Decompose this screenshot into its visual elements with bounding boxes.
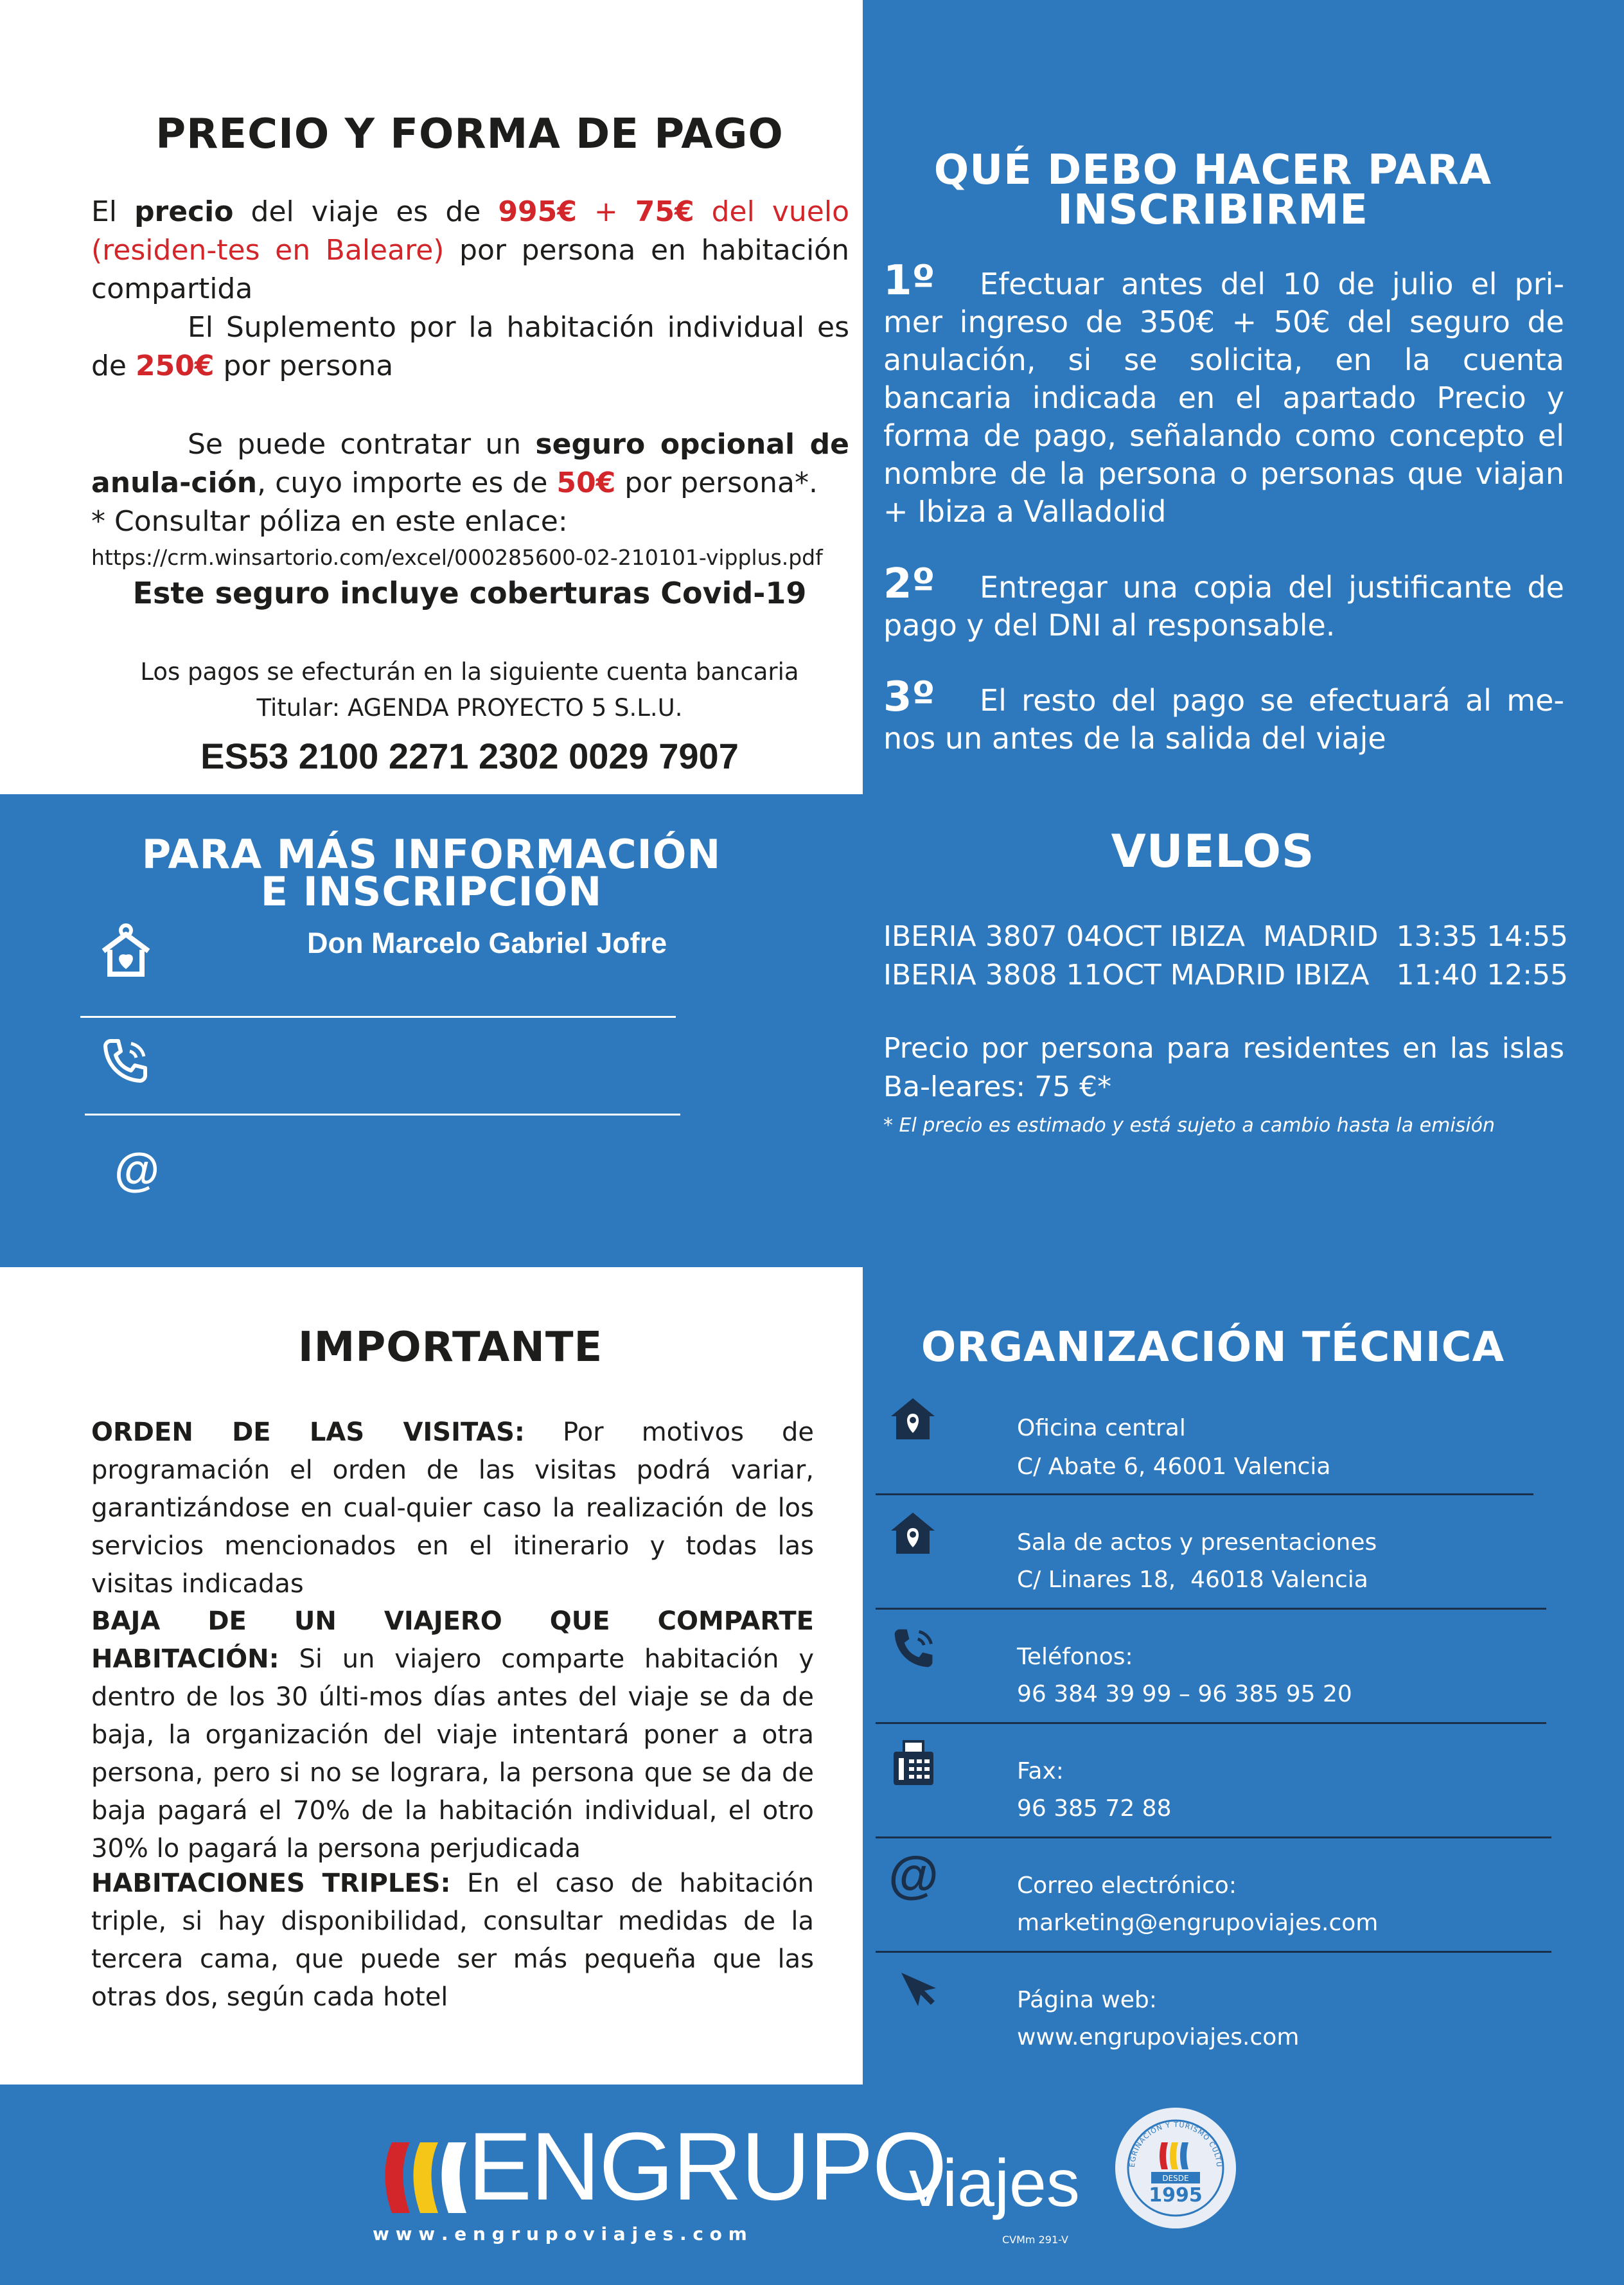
phone-icon[interactable]: [891, 1624, 937, 1671]
precio-title: PRECIO Y FORMA DE PAGO: [155, 111, 784, 158]
precio-paragraph-3: Se puede contratar un seguro opcional de anula-ción, cuyo importe es de 50€ por persona*.: [91, 428, 849, 499]
inscribir-panel: [863, 0, 1624, 794]
org-row-2-value: 96 384 39 99 – 96 385 95 20: [1017, 1681, 1352, 1707]
location-home-icon: [888, 1509, 937, 1558]
vuelos-title: VUELOS: [1111, 825, 1315, 878]
phone-icon[interactable]: [102, 1036, 150, 1085]
brand-web[interactable]: w w w . e n g r u p o v i a j e s . c o m: [373, 2223, 747, 2245]
brand-stripes-logo: [373, 2123, 469, 2219]
location-home-icon: [888, 1394, 937, 1443]
step-2-text: Entregar una copia del justificante de pago y del DNI al responsable.: [883, 570, 1564, 643]
brand-viajes: viajes: [909, 2146, 1080, 2221]
org-row-0-value: C/ Abate 6, 46001 Valencia: [1017, 1454, 1331, 1480]
step-3-text: El resto del pago se efectuará al me-nos un antes de la salida del viaje: [883, 683, 1564, 756]
info-divider-1: [80, 1016, 676, 1018]
org-row-5-value[interactable]: www.engrupoviajes.com: [1017, 2024, 1300, 2050]
info-panel: [0, 794, 863, 1267]
org-row-5-label: Página web:: [1017, 1987, 1157, 2013]
seal-ring-text: EGRINACIÓN Y TURISMO CULTU: [1127, 2120, 1224, 2168]
org-row-4-value[interactable]: marketing@engrupoviajes.com: [1017, 1910, 1379, 1936]
seal-since: DESDE: [1162, 2174, 1189, 2183]
precio-paragraph-1: El precio del viaje es de 995€ + 75€ del vuelo (residen-tes en Baleare) por persona en habitación compartida: [91, 195, 850, 305]
org-divider-3: [876, 1836, 1551, 1838]
footer: [0, 2085, 1624, 2285]
pagos-text: Los pagos se efecturán en la siguiente cuenta bancaria: [140, 658, 799, 686]
info-title-2: E INSCRIPCIÓN: [260, 868, 603, 915]
since-1995-seal: [1113, 2105, 1239, 2231]
info-divider-2: [85, 1114, 680, 1116]
poliza-link[interactable]: https://crm.winsartorio.com/excel/000285600-02-210101-vipplus.pdf: [91, 545, 823, 570]
fax-icon: [892, 1738, 935, 1786]
step-1: [883, 257, 1564, 531]
iban-text: ES53 2100 2271 2302 0029 7907: [200, 736, 739, 776]
step-2: [883, 560, 1564, 645]
vuelos-precio: Precio por persona para residentes en las islas Ba-leares: 75 €*: [883, 1032, 1564, 1103]
at-icon[interactable]: @: [888, 1846, 939, 1903]
step-3-number: 3º: [883, 673, 935, 721]
importante-title: IMPORTANTE: [297, 1324, 603, 1371]
org-row-3-label: Fax:: [1017, 1758, 1064, 1784]
home-icon: [100, 923, 152, 978]
importante-item-2: BAJA DE UN VIAJERO QUE COMPARTE HABITACIÓN: Si un viajero comparte habitación y dentro de los 30 últi-mos días antes del viaje se da de baja, la organización del viaje intentará poner a otra persona, pero si no se lograra, la persona que se da de baja pagará el 70% de la habitación individual, el otro 30% lo pagará la persona perjudicada: [91, 1606, 814, 1863]
cursor-icon: [899, 1970, 939, 2010]
seal-year: 1995: [1149, 2184, 1203, 2207]
info-title-1: PARA MÁS INFORMACIÓN: [141, 831, 721, 878]
importante-item-1: ORDEN DE LAS VISITAS: Por motivos de programación el orden de las visitas podrá variar, garantizándose en cual-quier caso la realización de los servicios mencionados en el itinerario y todas las visitas indicadas: [91, 1418, 815, 1599]
step-1-text: Efectuar antes del 10 de julio el pri-mer ingreso de 350€ + 50€ del seguro de anulación, si se solicita, en la cuenta bancaria indicada en el apartado Precio y forma de pago, señalando como concepto el nombre de la persona o personas que viajan + Ibiza a Valladolid: [883, 267, 1564, 529]
org-row-4-label: Correo electrónico:: [1017, 1872, 1237, 1899]
org-divider-0: [876, 1493, 1533, 1495]
org-row-1-value: C/ Linares 18, 46018 Valencia: [1017, 1567, 1368, 1593]
org-row-2-label: Teléfonos:: [1017, 1644, 1133, 1670]
titular-text: Titular: AGENDA PROYECTO 5 S.L.U.: [256, 694, 683, 722]
flight-row-1: IBERIA 3807 04OCT IBIZA MADRID 13:35 14:55: [883, 920, 1569, 953]
org-row-1-label: Sala de actos y presentaciones: [1017, 1529, 1377, 1556]
brand-license: CVMm 291-V: [1002, 2234, 1068, 2246]
org-divider-2: [876, 1722, 1546, 1724]
contact-name: Don Marcelo Gabriel Jofre: [307, 927, 667, 959]
org-row-3-value: 96 385 72 88: [1017, 1795, 1172, 1822]
covid-note: Este seguro incluye coberturas Covid-19: [132, 576, 807, 610]
org-divider-1: [876, 1608, 1546, 1610]
org-divider-4: [876, 1951, 1551, 1953]
org-row-0-label: Oficina central: [1017, 1415, 1186, 1441]
step-3: [883, 673, 1564, 758]
precio-panel: [0, 0, 863, 794]
brand-name: ENGRUPO: [468, 2112, 946, 2220]
inscribir-title-2: INSCRIBIRME: [1057, 186, 1368, 234]
vuelos-panel: [863, 794, 1624, 1267]
at-icon[interactable]: @: [114, 1144, 160, 1196]
vuelos-nota: * El precio es estimado y está sujeto a cambio hasta la emisión: [883, 1114, 1496, 1137]
organizacion-title: ORGANIZACIÓN TÉCNICA: [921, 1324, 1505, 1371]
step-2-number: 2º: [883, 560, 935, 608]
organizacion-panel: [863, 1267, 1624, 2085]
poliza-note: * Consultar póliza en este enlace:: [91, 505, 568, 538]
flight-row-2: IBERIA 3808 11OCT MADRID IBIZA 11:40 12:55: [883, 959, 1569, 991]
importante-panel: [0, 1267, 863, 2085]
step-1-number: 1º: [883, 257, 935, 305]
inscribir-title-1: QUÉ DEBO HACER PARA: [933, 147, 1492, 194]
precio-paragraph-2: El Suplemento por la habitación individual es de 250€ por persona: [91, 311, 849, 382]
importante-item-3: HABITACIONES TRIPLES: En el caso de habitación triple, si hay disponibilidad, consultar medidas de la tercera cama, que puede ser más pequeña que las otras dos, según cada hotel: [91, 1869, 814, 2012]
